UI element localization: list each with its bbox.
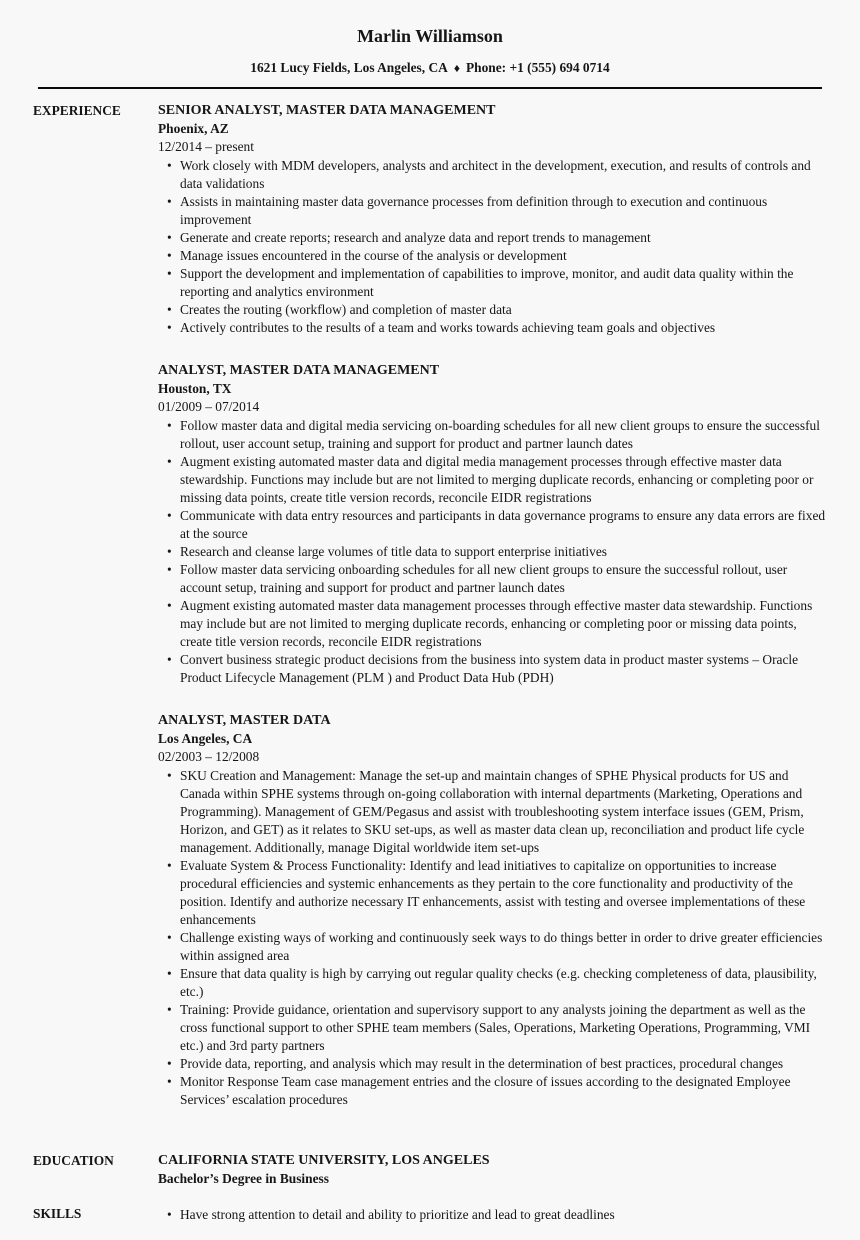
experience-content [158, 101, 830, 1109]
bullet-item: • Manage issues encountered in the course of the analysis or development [180, 247, 830, 265]
experience-section [33, 101, 860, 1109]
job-dates: 12/2014 – present [158, 139, 254, 154]
job-dates: 02/2003 – 12/2008 [158, 749, 260, 764]
bullet-item: • Augment existing automated master data management processes through effective master data stewardship. Functions may include but are not limited to merging duplicate records, enhancing or completing poor or missing data points, create title version records, reconcile EIDR registrations [180, 597, 830, 651]
job-title: SENIOR ANALYST, MASTER DATA MANAGEMENT [158, 103, 496, 118]
section-label-skills: SKILLS [33, 1206, 82, 1221]
bullet-item: • Generate and create reports; research and analyze data and report trends to management [180, 229, 830, 247]
person-name: Marlin Williamson [357, 26, 503, 46]
header-divider [38, 87, 822, 89]
bullet-item: • Challenge existing ways of working and continuously seek ways to do things better in order to drive greater efficiencies within assigned area [180, 929, 830, 965]
school-name: CALIFORNIA STATE UNIVERSITY, LOS ANGELES [158, 1153, 490, 1168]
job-entry-senior-analyst-mdm [158, 101, 830, 337]
contact-line [0, 59, 860, 77]
bullet-item: • Ensure that data quality is high by carrying out regular quality checks (e.g. checking completeness of data, plausibility, etc.) [180, 965, 830, 1001]
diamond-icon: ♦ [453, 61, 460, 75]
degree-name: Bachelor’s Degree in Business [158, 1171, 329, 1186]
bullet-item: • Creates the routing (workflow) and completion of master data [180, 301, 830, 319]
job-entry-analyst-mdm [158, 361, 830, 687]
bullet-item: • Actively contributes to the results of a team and works towards achieving team goals and objectives [180, 319, 830, 337]
skills-content [158, 1204, 830, 1224]
bullet-item: • Communicate with data entry resources and participants in data governance programs to ensure any data errors are fixed at the source [180, 507, 830, 543]
bullet-item: • SKU Creation and Management: Manage the set-up and maintain changes of SPHE Physical products for US and Canada within SPHE systems through on-going collaboration with internal departments (Marketing, Operations and Programming). Management of GEM/Pegasus and assist with troubleshooting system interface issues (GEM, Prism, Horizon, and GET) as it relates to SKU set-ups, as well as master data clean up, reconciliation and product life cycle management. Additionally, manage Digital worldwide item set-ups [180, 767, 830, 857]
section-label-education: EDUCATION [33, 1153, 114, 1168]
bullet-item: • Provide data, reporting, and analysis which may result in the determination of best practices, procedural changes [180, 1055, 830, 1073]
bullet-item: • Assists in maintaining master data governance processes from definition through to execution and continuous improvement [180, 193, 830, 229]
skills-bullet-list [158, 1206, 830, 1224]
job-bullet-list [158, 157, 830, 337]
job-title: ANALYST, MASTER DATA MANAGEMENT [158, 363, 440, 378]
education-section [33, 1151, 860, 1188]
section-label-experience: EXPERIENCE [33, 103, 121, 118]
bullet-item: • Convert business strategic product decisions from the business into system data in product master systems – Oracle Product Lifecycle Management (PLM ) and Product Data Hub (PDH) [180, 651, 830, 687]
job-location: Phoenix, AZ [158, 121, 229, 136]
job-entry-analyst-master-data [158, 711, 830, 1109]
bullet-item: • Have strong attention to detail and ability to prioritize and lead to great deadlines [180, 1206, 830, 1224]
bullet-item: • Support the development and implementation of capabilities to improve, monitor, and audit data quality within the reporting and analytics environment [180, 265, 830, 301]
job-location: Houston, TX [158, 381, 232, 396]
address-text: 1621 Lucy Fields, Los Angeles, CA [250, 60, 448, 75]
bullet-item: • Work closely with MDM developers, analysts and architect in the development, execution, and results of controls and data validations [180, 157, 830, 193]
bullet-item: • Augment existing automated master data and digital media management processes through effective master data stewardship. Functions may include but are not limited to merging duplicate records, enhancing or completing poor or missing data points, create title version records, reconcile EIDR registrations [180, 453, 830, 507]
resume-header [0, 0, 860, 89]
job-location: Los Angeles, CA [158, 731, 253, 746]
phone-text: Phone: +1 (555) 694 0714 [465, 60, 610, 75]
bullet-item: • Training: Provide guidance, orientation and supervisory support to any analysts joining the department as well as the cross functional support to other SPHE team members (Sales, Operations, Marketing Operations, Programming, VMI etc.) and 3rd party partners [180, 1001, 830, 1055]
bullet-item: • Evaluate System & Process Functionality: Identify and lead initiatives to capitalize on opportunities to increase procedural efficiencies and systemic enhancements as they pertain to the core functionality and productivity of the position. Identify and authorize necessary IT enhancements, assist with testing and oversee implementations of these enhancements [180, 857, 830, 929]
skills-section [33, 1204, 860, 1224]
job-title: ANALYST, MASTER DATA [158, 713, 331, 728]
job-bullet-list [158, 767, 830, 1109]
bullet-item: • Follow master data and digital media servicing on-boarding schedules for all new client groups to ensure the successful rollout, user account setup, training and support for product and partner launch dates [180, 417, 830, 453]
education-content [158, 1151, 830, 1188]
job-dates: 01/2009 – 07/2014 [158, 399, 260, 414]
bullet-item: • Monitor Response Team case management entries and the closure of issues according to the designated Employee Services’ escalation procedures [180, 1073, 830, 1109]
bullet-item: • Follow master data servicing onboarding schedules for all new client groups to ensure the successful rollout, user account setup, training and support for product and partner launch dates [180, 561, 830, 597]
bullet-item: • Research and cleanse large volumes of title data to support enterprise initiatives [180, 543, 830, 561]
job-bullet-list [158, 417, 830, 687]
